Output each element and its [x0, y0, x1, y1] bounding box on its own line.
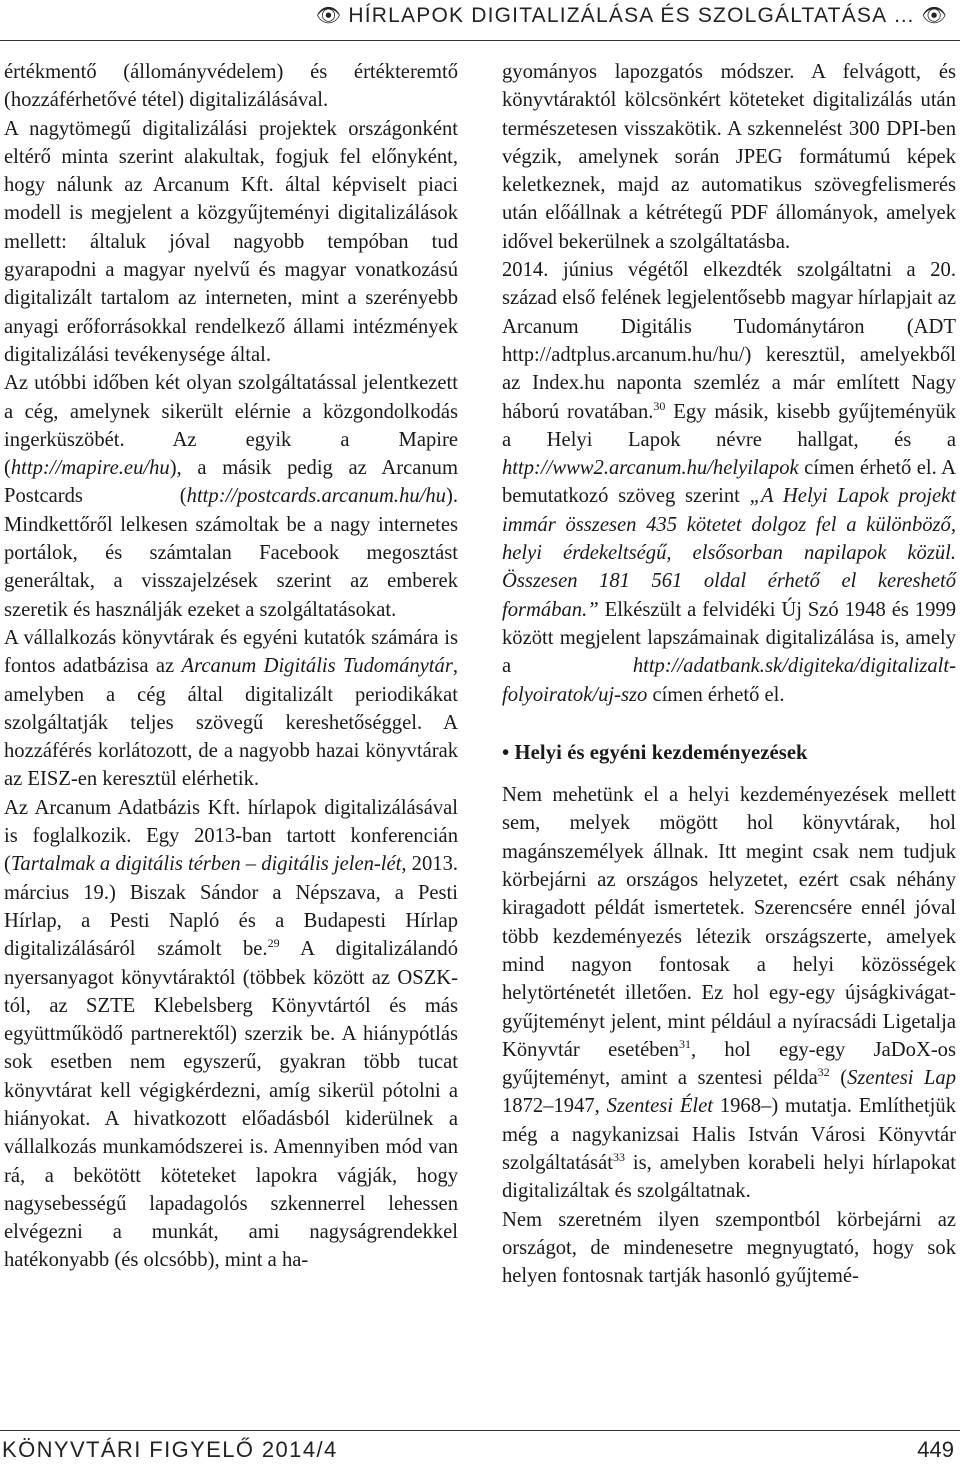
journal-name: KÖNYVTÁRI FIGYELŐ 2014/4	[2, 1437, 338, 1462]
quotation: „A Helyi Lapok projekt immár összesen 435 kötetet dolgoz fel a különböző, helyi érdekeltségű, elsősorban napilapok közül. Összesen 181 561 oldal érhető el kereshető formában.”	[502, 485, 956, 621]
paragraph: értékmentő (állományvédelem) és értékteremtő (hozzáférhetővé tétel) digitalizálásával.	[4, 61, 458, 112]
footnote-ref: 32	[817, 1065, 830, 1080]
running-footer	[0, 1430, 960, 1473]
paragraph: gyományos lapozgatós módszer. A felvágott, és könyvtáraktól kölcsönkért köteteket digitalizálás után természetesen visszakötik. A szkennelést 300 DPI-ben végzik, amelynek során JPEG formátumú képek keletkeznek, majd az automatikus szövegfelismerés után előállnak a kétrétegű PDF állományok, amelyek idővel bekerülnek a szolgáltatásba.	[502, 61, 956, 253]
text-run: 2014. június végétől elkezdték szolgáltatni a 20. század első felének legjelentősebb magyar hírlapjait az Arcanum Digitális Tudománytáron (ADT http://adtplus.arcanum.hu/hu/) keresztül, amelyekből az Index.hu naponta szemléz a már említett Nagy háború rovatában.	[502, 259, 956, 423]
paragraph	[502, 781, 956, 1205]
text-run: Egy másik, kisebb gyűjteményük a Helyi Lapok névre hallgat, és a	[502, 400, 957, 451]
text-run: ). Mindkettőről lelkesen számoltak be a nagy internetes portálok, és számtalan Facebook megosztást generáltak, a visszajelzések szerint az emberek szeretik és használják ezeket a szolgáltatásokat.	[4, 485, 458, 621]
url-adatbank: http://adatbank.sk/digiteka/digitalizalt-folyoiratok/uj-szo	[502, 655, 956, 706]
header-title: HÍRLAPOK DIGITALIZÁLÁSA ÉS SZOLGÁLTATÁSA …	[348, 4, 916, 27]
footnote-ref: 31	[678, 1036, 691, 1051]
footnote-ref: 29	[267, 936, 280, 951]
running-header	[0, 0, 960, 41]
footnote-ref: 33	[612, 1149, 625, 1164]
text-run: 1968–) mutatja. Említhetjük még a nagykanizsai Halis István Városi Könyvtár szolgáltatását	[502, 1095, 956, 1174]
paragraph	[4, 794, 458, 1275]
text-run: címen érhető el.	[647, 683, 785, 706]
paragraph	[4, 624, 458, 794]
url-helyilapok: http://www2.arcanum.hu/helyilapok	[502, 457, 799, 480]
text-run: A digitalizálandó nyersanyagot könyvtáraktól (többek között az OSZK-tól, az SZTE Klebelsberg Könyvtártól és más együttműködő partnerektől) szerzik be. A hiánypótlás sok esetben nem egyszerű, gyakran több tucat könyvtárat kell végigkérdezni, amíg sikerül pótolni a hiányokat. A hivatkozott előadásból kiderülnek a vállalkozás munkamódszerei is. Amennyiben mód van rá, a bekötött köteteket lapokra vágják, hogy nagysebességű lapadagolós szkennerrel lehessen elvégezni a munkát, ami nagyságrendekkel hatékonyabb (és olcsóbb), mint a ha-	[4, 938, 458, 1272]
text-run: is, amelyben korabeli helyi hírlapokat digitalizáltak és szolgáltatnak.	[502, 1151, 956, 1203]
paragraph: A nagytömegű digitalizálási projektek országonként eltérő minta szerint alakultak, fogjuk fel előnyként, hogy nálunk az Arcanum Kft. által képviselt piaci modell is megjelent a közgyűjteményi digitalizálások mellett: általuk jóval nagyobb tempóban tud gyarapodni a magyar nyelvű és magyar vonatkozású digitalizált tartalom az interneten, mint a szerényebb anyagi erőforrásokkal rendelkező állami intézmények digitalizálási tevékenysége által.	[4, 117, 458, 366]
eye-icon: 👁	[315, 5, 343, 27]
database-title: Arcanum Digitális Tudománytár	[181, 655, 453, 678]
url-mapire: http://mapire.eu/hu	[10, 457, 170, 480]
text-run: Az utóbbi időben két olyan szolgáltatással jelentkezett a cég, amelynek sikerült elérnie a közgondolkodás ingerküszöbét. Az egyik a Mapire (	[4, 372, 458, 480]
running-header-text	[316, 4, 948, 28]
page-number: 449	[917, 1437, 954, 1462]
paragraph: Nem szeretném ilyen szempontból körbejárni az országot, de mindenesetre megnyugtató, hogy sok helyen fontosnak tartják hasonló gyűjtemé-	[502, 1208, 956, 1288]
text-run: Nem mehetünk el a helyi kezdeményezések mellett sem, melyek mögött hol könyvtárak, hol magánszemélyek állnak. Itt megint csak nem tudjuk körbejárni az országos helyzetet, ezért csak néhány kiragadott példát ismertetek. Szerencsére ennél jóval több kezdeményezés létezik országszerte, amelyek mind nagyon fontosak a helyi közösségek helytörténetét illetően. Ez hol egy-egy újságkivágat-gyűjteményt jelent, mint például a nyíracsádi Ligetalja Könyvtár esetében	[502, 784, 956, 1061]
url-postcards: http://postcards.arcanum.hu/hu	[186, 485, 446, 508]
newspaper-title: Szentesi Élet	[606, 1095, 713, 1118]
text-run: (	[829, 1067, 848, 1090]
text-run: , hol egy-egy JaDoX-os gyűjteményt, amint a szentesi példa	[502, 1038, 956, 1090]
paragraph	[502, 256, 956, 709]
conference-title: Tartalmak a digitális térben – digitális jelen-lét	[10, 853, 402, 876]
paragraph	[4, 369, 458, 624]
text-run: , amelyben a cég által digitalizált periodikákat szolgáltatják teljes szövegű kereshetőséggel. A hozzáférés korlátozott, de a nagyobb hazai könyvtárak az EISZ-en keresztül elérhetik.	[4, 655, 458, 791]
left-column	[4, 58, 458, 1275]
footnote-ref: 30	[653, 398, 666, 413]
eye-icon: 👁	[921, 5, 948, 27]
section-heading: • Helyi és egyéni kezdeményezések	[502, 741, 808, 764]
text-run: , 2013. március 19.) Biszak Sándor a Népszava, a Pesti Hírlap, a Pesti Napló és a Budapesti Hírlap digitalizálásáról számolt be.	[4, 853, 459, 961]
text-run: címen érhető el. A bemutatkozó szöveg szerint	[502, 457, 956, 508]
text-run: ), a másik pedig az Arcanum Postcards (	[4, 457, 458, 508]
right-column	[502, 58, 956, 1290]
newspaper-title: Szentesi Lap	[847, 1067, 956, 1090]
text-run: A vállalkozás könyvtárak és egyéni kutatók számára is fontos adatbázisa az	[4, 626, 458, 678]
text-run: 1872–1947,	[502, 1095, 607, 1118]
text-run: Elkészült a felvidéki Új Szó 1948 és 1999 között megjelent lapszámainak digitalizálása is, amely a	[502, 598, 956, 678]
text-run: Az Arcanum Adatbázis Kft. hírlapok digitalizálásával is foglalkozik. Egy 2013-ban tartott konferencián (	[4, 796, 458, 876]
